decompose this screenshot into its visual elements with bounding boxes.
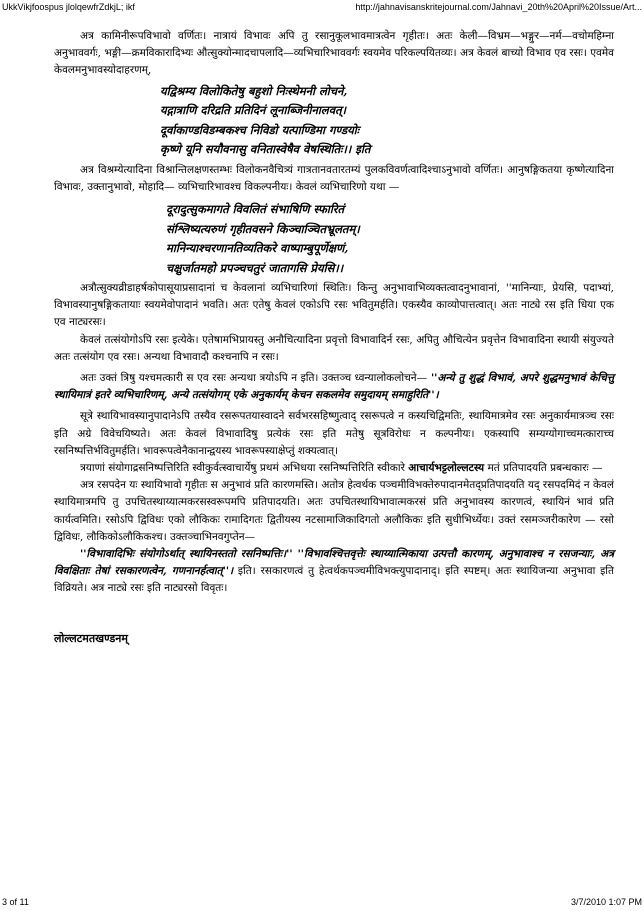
paragraph-7-rest: मतं प्रतिपादयति प्रबन्धकारः — [484, 462, 603, 475]
paragraph-9-rest: इति। रसकारणत्वं तु हेत्वर्थकपञ्चमीविभक्त्युपादानाद्। इति स्पष्टम्। अतः स्थायिजन्या अनुभावा इति विव्रियते। अत्र नाट्ये रसः इति नाट्यरसो विवृतः। [54, 565, 615, 595]
footer-page-count: 3 of 11 [2, 897, 29, 907]
verse-block-1 [54, 82, 614, 160]
verse-1-line-1: यद्विश्रम्य विलोकितेषु बहुशो निःस्थेमनी लोचने, [160, 83, 348, 98]
verse-2-line-2: संश्लिष्यत्यरुणं गृहीतवसने किञ्चाञ्चितभ्रूलतम्। [166, 221, 360, 236]
header-left-title: UkkVikjfoospus jlolqewfrZdkjL; ikf [2, 2, 135, 12]
paragraph-5-quote: ''अन्ये तु शुद्धं विभावं, अपरे शुद्धमनुभावं केचित्तु स्थायिमात्रं इतरे व्यभिचारिणम्, अन्ये तत्संयोगम् एके अनुकार्यम् केचन सकलमेव समुदायम् समाहुरिति''। [54, 372, 614, 402]
verse-block-2 [54, 200, 614, 278]
browser-print-header [2, 2, 642, 14]
header-right-url: http://jahnavisanskritejournal.com/Jahnavi_20th%20April%20Issue/Art... [355, 2, 642, 12]
verse-1-line-4: कृष्णे यूनि सयौवनासु वनितास्वेषैव वेषस्थितिः।। इति [160, 142, 371, 157]
paragraph-2: अत्र विश्रम्येत्यादिना विश्रान्तिलक्षणस्तम्भः विलोकनवैचित्र्यं गात्रतानवतारतम्यं पुलकविवर्णत्वादिश्चाऽनुभावो वर्णितः। आनुषङ्गिकतया कृष्णेत्यादिना विभावः, उक्तानुभावो, मोहादि— व्यभिचारिभावश्च विकल्पनीयः। केवलं व्यभिचारिणो यथा — [54, 163, 614, 193]
paragraph-3: अत्रौत्सुक्यव्रीडाहर्षकोपासूयाप्रसादानां च केवलानां व्यभिचारिणां स्थितिः। किन्तु अनुभावाभिव्यक्तत्वादनुभावानां, ''मानिन्याः, प्रेयसि, पदाभ्यां, विभावस्यानुषङ्गिकतायाः स्वयमेवोपादानं भवति। अतः एतेषु केवलं एकोऽपि रसः भवितुमर्हति। एकस्यैव काव्योपात्तत्वात्। अतः नाट्ये रस इति धिया एक एव नाट्यरसः। [54, 282, 614, 329]
paragraph-7 [54, 460, 614, 477]
article-body [54, 28, 614, 647]
section-heading: लोल्लटमतखण्डनम् [54, 631, 128, 645]
paragraph-5 [54, 370, 614, 404]
verse-1-line-3: दूर्वाकाण्डविडम्बकश्च निविडो यत्पाण्डिमा गण्डयोः [160, 122, 360, 137]
paragraph-9-quote: ''विभावादिभिः संयोगोऽर्थात् स्थायिनस्ततो रसनिष्पत्तिः।'' ''विभावश्चित्तवृत्तेः स्थाय्यात्मिकाया उत्पत्तौ कारणम्, अनुभावाश्च न रसजन्याः, अत्र विवक्षिताः तेषां रसकारणत्वेन, गणनानर्हत्वात्''। [54, 548, 614, 578]
paragraph-9 [54, 546, 614, 598]
paragraph-5-text: अतः उक्तं त्रिषु यश्चमत्कारी स एव रसः अन्यथा त्रयोऽपि न इति। उक्तञ्च ध्वन्यालोकलोचने— [80, 372, 428, 385]
verse-1-line-2: यद्गात्राणि दरिद्रति प्रतिदिनं लूनाब्जिनीनालवत्। [160, 103, 347, 118]
browser-print-footer [2, 897, 642, 909]
paragraph-6: सूत्रे स्थायिभावस्यानुपादानेऽपि तस्यैव रसरूपतयास्वादने सर्वभरसहिष्णुत्वाद् रसरूपत्वे न कस्यचिद्विमतिः, स्थायिमात्रमेव रसः अनुकार्यमात्रञ्च रसः इति अग्रे विवेचयिष्यते। अतः केवलं विभावादिषु प्रत्येकं रसः इति मतेषु सूत्रविरोधः न कल्पनीयः। एकस्यापि सम्यग्योगाच्चमत्काराच्च रसनिष्पत्तिर्भवितुमर्हति। भावरूपत्वेनैकानान्द्वयस्य भावरूपस्याक्षेप्तुं शक्यत्वात्। [54, 410, 614, 457]
verse-2-line-3: मानिन्याश्चरणानतिव्यतिकरे वाष्पाम्बुपूर्णेक्षणं, [166, 241, 349, 256]
paragraph-7-text: त्रयाणां संयोगाद्रसनिष्पत्तिरिति स्वीकुर्वत्स्वाचार्येषु प्रथमं अभिधया रसनिष्पत्तिरिति स्वीकारे [80, 462, 405, 475]
paragraph-7-acharya-name: आचार्यभट्टलोल्लटस्य [408, 462, 485, 475]
paragraph-4: केवलं तत्संयोगोऽपि रसः इत्येके। एतेषामभिप्रायस्तु अनौचित्यादिना प्रवृत्तो विभावादिर्न रसः, अपितु औचित्येन प्रवृत्तेन विभावादिना स्थायी संयुज्यते अतः तत्संयोग एव रसः। अन्यथा विभावादौ कश्चनापि न रसः। [54, 333, 614, 363]
verse-2-line-1: दूरादुत्सुकमागते विवलितं संभाषिणि स्फारितं [166, 202, 345, 217]
paragraph-8: अत्र रसपदेन यः स्थायिभावो गृहीतः स अनुभावं प्रति कारणमस्ति। अतोत्र हेत्वर्थक पञ्चमीविभक्तेरुपादानमेतद्प्रतिपादयति यद् रसपदमिदं न केवलं स्थायिमात्रमपि तु उपचितस्थाय्यात्मकरसस्वरूपमपि प्रतिपादयति। अतः उपचितस्थायिभावात्मकरसं प्रति अनुभावस्य कारणत्वं, स्थायिनं भावं प्रति कार्यत्वमिति। रसोऽपि द्विविधः एको लौकिकः रामादिगतः द्वितीयस्य नटसामाजिकादिगतो अलौकिकः इति सुधीभिर्ध्येयः। उक्तं रसमञ्जरीकारेण — रसो द्विविधः, लौकिकोऽलौकिकश्च। उक्तञ्चाभिनवगुप्तेन— [54, 479, 614, 543]
paragraph-1: अत्र कामिनीरूपविभावो वर्णितः। नात्रायं विभावः अपि तु रसानुकूलभावमात्रत्वेन गृहीतः। अतः केली—विभ्रम—भङ्गुर—नर्म—वचोमहिम्ना अनुभाववर्गः, भङ्गी—क्रमविकारादिभ्यः औत्सुक्योन्मादचापलादि—व्यभिचारिभाववर्गः स्वयमेव परिकल्पयितव्यः। अत्र केवलं बाच्यो विभाव एव रसः। एवमेव केवलमनुभावस्योदाहरणम्, [54, 30, 614, 77]
verse-2-line-4: चक्षुर्जातमहो प्रपञ्चचतुरं जातागसि प्रेयसि।। [166, 260, 344, 275]
footer-timestamp: 3/7/2010 1:07 PM [570, 897, 642, 907]
